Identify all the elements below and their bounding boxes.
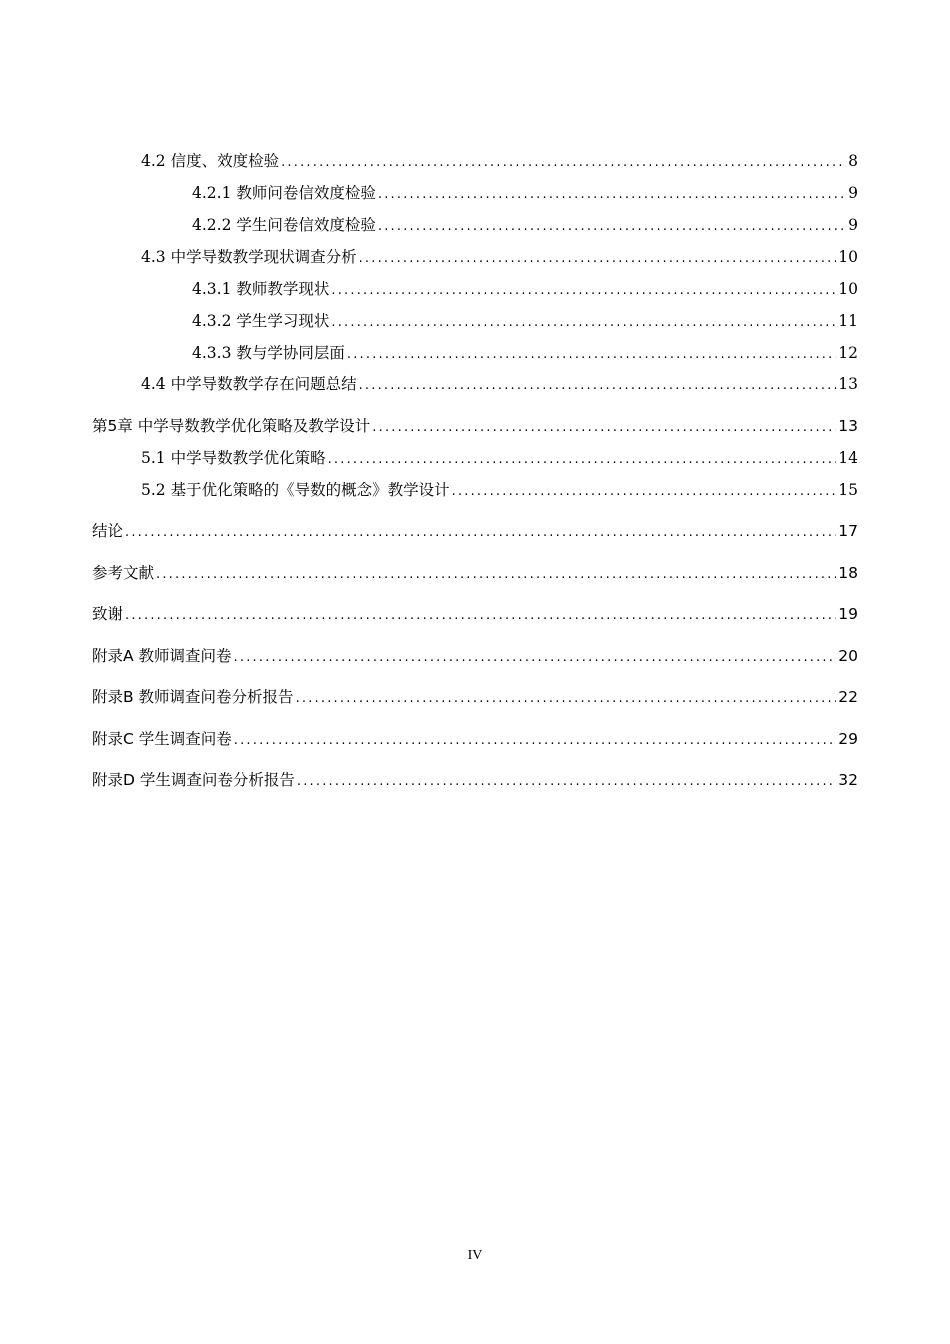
toc-entry-text: 第5章 中学导数教学优化策略及教学设计: [92, 417, 371, 435]
toc-entry: [192, 311, 858, 331]
toc-entry-page: 10: [838, 248, 858, 266]
toc-entry-page: 13: [838, 375, 858, 393]
toc-dot-leader: [359, 376, 837, 396]
toc-entry-text: 4.3.2 学生学习现状: [192, 312, 330, 330]
toc-dot-leader: [452, 482, 837, 502]
toc-entry-text: 5.2 基于优化策略的《导数的概念》教学设计: [141, 481, 450, 499]
toc-entry: [92, 416, 858, 436]
toc-entry-page: 22: [838, 688, 858, 706]
toc-dot-leader: [378, 217, 846, 237]
toc-entry: [92, 687, 858, 707]
toc-entry-page: 12: [838, 344, 858, 362]
toc-entry-page: 15: [838, 481, 858, 499]
toc-entry: [92, 729, 858, 749]
toc-entry-text: 4.2.2 学生问卷信效度检验: [192, 216, 376, 234]
toc-entry: [141, 480, 858, 500]
toc-entry-text: 4.2 信度、效度检验: [141, 152, 280, 170]
toc-entry-page: 11: [838, 312, 858, 330]
toc-entry-text: 4.3.3 教与学协同层面: [192, 344, 345, 362]
toc-dot-leader: [125, 523, 836, 543]
toc-entry-page: 13: [838, 417, 858, 435]
toc-dot-leader: [296, 689, 837, 709]
toc-entry-page: 20: [838, 647, 858, 665]
toc-entry-text: 4.4 中学导数教学存在问题总结: [141, 375, 357, 393]
toc-entry: [92, 521, 858, 541]
toc-dot-leader: [328, 450, 837, 470]
toc-entry-text: 附录B 教师调查问卷分析报告: [92, 688, 294, 706]
toc-dot-leader: [359, 249, 837, 269]
toc-dot-leader: [156, 565, 836, 585]
toc-entry-page: 9: [848, 184, 858, 202]
toc-entry-page: 19: [838, 605, 858, 623]
toc-entry-text: 4.2.1 教师问卷信效度检验: [192, 184, 376, 202]
toc-dot-leader: [347, 345, 836, 365]
toc-entry-text: 附录A 教师调查问卷: [92, 647, 232, 665]
toc-entry: [92, 604, 858, 624]
toc-entry-text: 5.1 中学导数教学优化策略: [141, 449, 326, 467]
toc-entry-page: 32: [838, 771, 858, 789]
toc-entry: [141, 247, 858, 267]
toc-entry: [141, 448, 858, 468]
toc-entry-text: 4.3 中学导数教学现状调查分析: [141, 248, 357, 266]
toc-entry: [141, 374, 858, 394]
toc-entry: [92, 563, 858, 583]
toc-entry: [192, 183, 858, 203]
toc-entry: [141, 151, 858, 171]
toc-dot-leader: [331, 281, 836, 301]
toc-entry-text: 附录C 学生调查问卷: [92, 730, 232, 748]
toc-dot-leader: [234, 731, 837, 751]
toc-entry-page: 29: [838, 730, 858, 748]
toc-entry-text: 4.3.1 教师教学现状: [192, 280, 330, 298]
toc-entry: [92, 770, 858, 790]
toc-entry-text: 附录D 学生调查问卷分析报告: [92, 771, 295, 789]
toc-entry-page: 9: [848, 216, 858, 234]
toc-dot-leader: [297, 772, 836, 792]
toc-entry: [192, 343, 858, 363]
toc-entry: [192, 279, 858, 299]
toc-entry-text: 参考文献: [92, 564, 155, 582]
toc-dot-leader: [281, 153, 846, 173]
toc-dot-leader: [372, 418, 836, 438]
toc-entry-text: 结论: [92, 522, 124, 540]
toc-dot-leader: [331, 313, 836, 333]
toc-entry-page: 8: [848, 152, 858, 170]
toc-dot-leader: [234, 648, 837, 668]
toc-entry-page: 14: [838, 449, 858, 467]
toc-entry: [192, 215, 858, 235]
toc-entry-page: 18: [838, 564, 858, 582]
toc-entry-page: 17: [838, 522, 858, 540]
toc-entry-text: 致谢: [92, 605, 124, 623]
toc-dot-leader: [125, 606, 836, 626]
toc-entry-page: 10: [838, 280, 858, 298]
toc-entry: [92, 646, 858, 666]
page-number: IV: [467, 1248, 483, 1263]
toc-dot-leader: [378, 185, 846, 205]
